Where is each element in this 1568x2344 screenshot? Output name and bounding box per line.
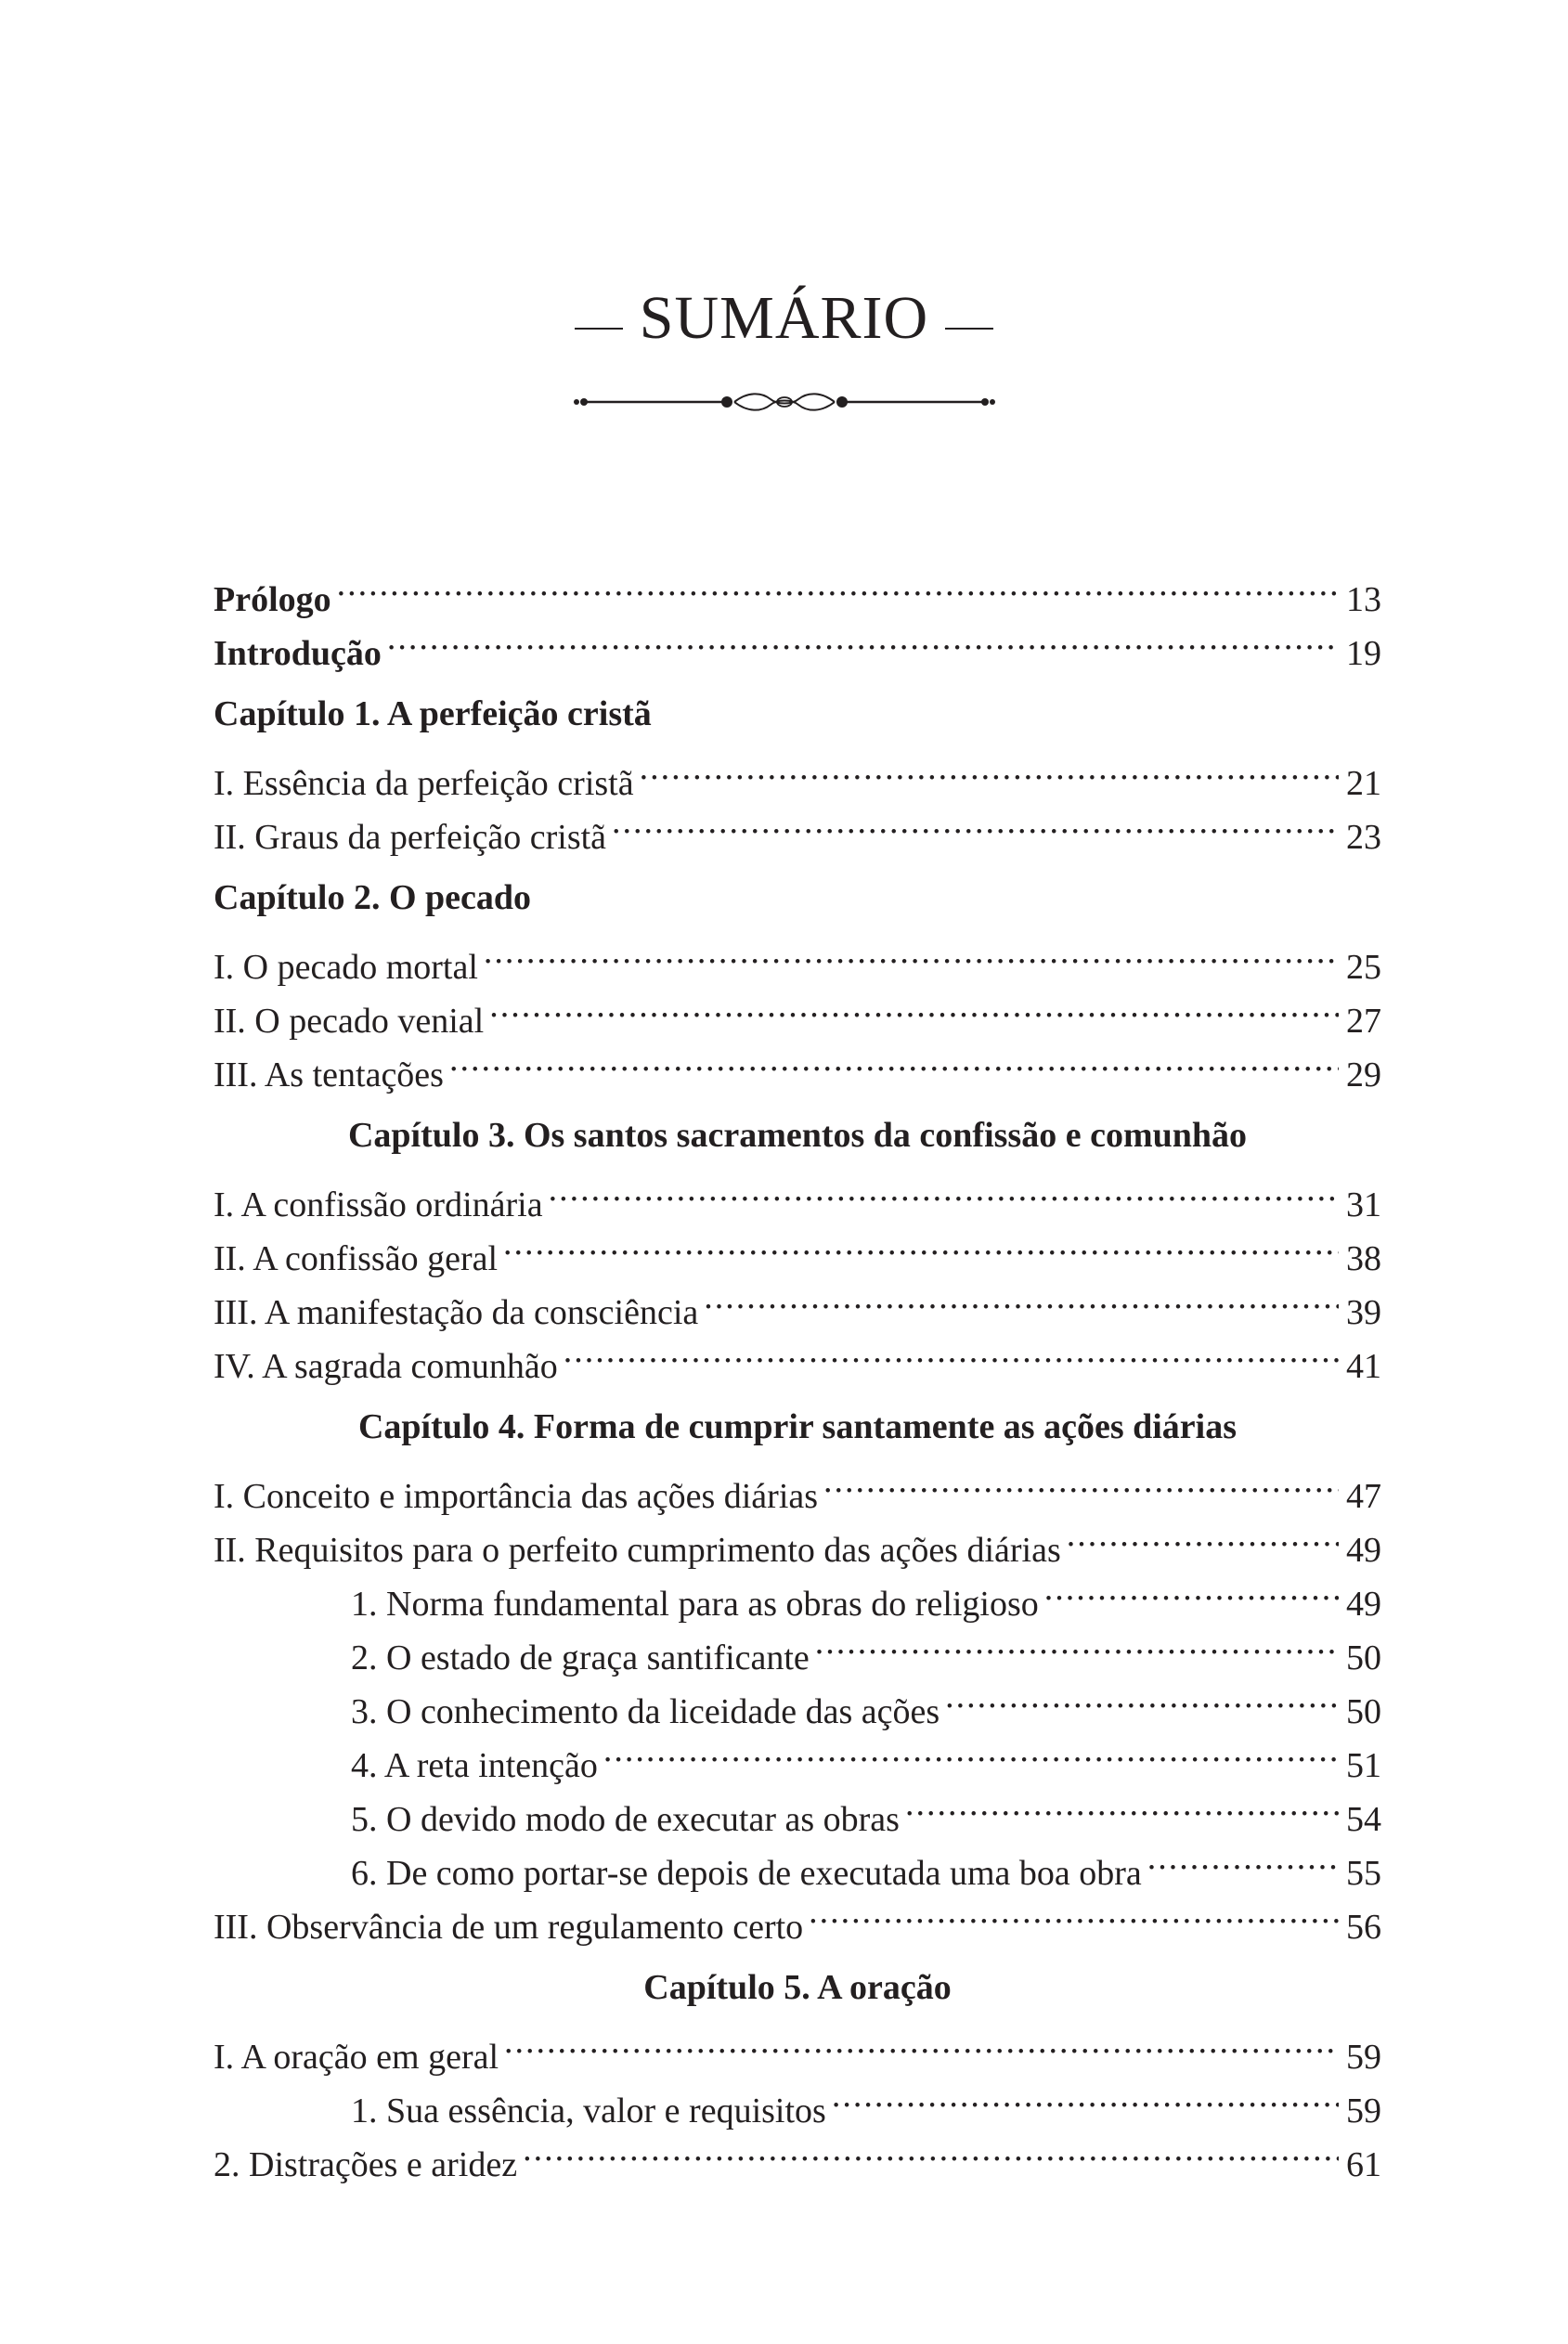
dot-leader bbox=[815, 1615, 1339, 1669]
toc-page-number: 19 bbox=[1346, 634, 1381, 673]
toc-page-number: 38 bbox=[1346, 1239, 1381, 1278]
toc-entry-label: Prólogo bbox=[214, 580, 331, 619]
dot-leader bbox=[945, 1669, 1339, 1723]
toc-entry-label: II. A confissão geral bbox=[214, 1239, 499, 1278]
toc-page-number: 55 bbox=[1346, 1854, 1381, 1893]
chapter-heading-3: Capítulo 3. Os santos sacramentos da confissão e comunhão bbox=[347, 1116, 1248, 1155]
toc-entry-label: 4. A reta intenção bbox=[351, 1746, 598, 1785]
dot-leader bbox=[523, 2122, 1339, 2176]
toc-page-number: 23 bbox=[1346, 818, 1381, 857]
toc-entry-label: III. As tentações bbox=[214, 1055, 444, 1094]
title-block bbox=[0, 284, 1568, 352]
toc-entry-label: 5. O devido modo de executar as obras bbox=[351, 1800, 900, 1839]
dot-leader bbox=[504, 2014, 1339, 2068]
chapter-heading-2: Capítulo 2. O pecado bbox=[214, 878, 532, 917]
toc-entry-label: I. Essência da perfeição cristã bbox=[214, 764, 634, 803]
toc-entry-label: I. A confissão ordinária bbox=[214, 1185, 543, 1224]
toc-page-number: 49 bbox=[1346, 1531, 1381, 1570]
toc-entry-label: IV. A sagrada comunhão bbox=[214, 1347, 558, 1386]
dot-leader bbox=[489, 978, 1339, 1032]
page-title: SUMÁRIO bbox=[639, 284, 929, 352]
toc-page-number: 41 bbox=[1346, 1347, 1381, 1386]
toc-page-number: 51 bbox=[1346, 1746, 1381, 1785]
toc-entry-label: III. Observância de um regulamento certo bbox=[214, 1908, 804, 1947]
toc-page-number: 13 bbox=[1346, 580, 1381, 619]
toc-entry[interactable] bbox=[214, 741, 1381, 803]
toc-entry-label: 2. Distrações e aridez bbox=[214, 2145, 518, 2184]
toc-entry-label: 6. De como portar-se depois de executada uma boa obra bbox=[351, 1854, 1142, 1893]
toc-page-number: 54 bbox=[1346, 1800, 1381, 1839]
toc-page-number: 29 bbox=[1346, 1055, 1381, 1094]
toc-page-number: 27 bbox=[1346, 1002, 1381, 1041]
title-dash-left bbox=[575, 328, 623, 330]
toc-page-number: 25 bbox=[1346, 948, 1381, 987]
toc-page-number: 59 bbox=[1346, 2038, 1381, 2077]
page-title-line bbox=[575, 284, 993, 352]
dot-leader bbox=[905, 1777, 1339, 1831]
toc-page-number: 31 bbox=[1346, 1185, 1381, 1224]
dot-leader bbox=[640, 741, 1339, 795]
dot-leader bbox=[823, 1454, 1339, 1508]
toc-page-number: 21 bbox=[1346, 764, 1381, 803]
flourish-ornament-icon bbox=[0, 388, 1568, 421]
toc-entry-prologo[interactable] bbox=[214, 557, 1381, 619]
dot-leader bbox=[549, 1162, 1339, 1216]
toc-entry[interactable] bbox=[214, 1454, 1381, 1516]
toc-entry-label: 1. Norma fundamental para as obras do religioso bbox=[351, 1585, 1039, 1624]
toc-page-number: 47 bbox=[1346, 1477, 1381, 1516]
dot-leader bbox=[564, 1324, 1339, 1378]
chapter-heading-1: Capítulo 1. A perfeição cristã bbox=[214, 694, 652, 733]
toc-entry-introducao[interactable] bbox=[214, 611, 1381, 673]
dot-leader bbox=[612, 795, 1339, 848]
dot-leader bbox=[832, 2068, 1339, 2122]
toc-entry-label: II. O pecado venial bbox=[214, 1002, 485, 1041]
title-dash-right bbox=[945, 328, 993, 330]
toc-entry-label: II. Graus da perfeição cristã bbox=[214, 818, 607, 857]
toc-page-number: 61 bbox=[1346, 2145, 1381, 2184]
dot-leader bbox=[503, 1216, 1339, 1270]
toc-entry-label: I. O pecado mortal bbox=[214, 948, 478, 987]
dot-leader bbox=[1044, 1561, 1339, 1615]
dot-leader bbox=[1147, 1831, 1339, 1884]
toc-entry-label: Introdução bbox=[214, 634, 382, 673]
table-of-contents bbox=[214, 557, 1381, 2184]
dot-leader bbox=[484, 925, 1339, 978]
toc-entry[interactable] bbox=[214, 925, 1381, 987]
toc-page-number: 50 bbox=[1346, 1692, 1381, 1731]
dot-leader bbox=[809, 1884, 1339, 1938]
chapter-heading-4: Capítulo 4. Forma de cumprir santamente as ações diárias bbox=[357, 1407, 1238, 1446]
toc-page-number: 39 bbox=[1346, 1293, 1381, 1332]
dot-leader bbox=[337, 557, 1339, 611]
toc-entry-label: 2. O estado de graça santificante bbox=[351, 1638, 810, 1677]
toc-entry-label: II. Requisitos para o perfeito cumprimento das ações diárias bbox=[214, 1531, 1061, 1570]
toc-entry-label: 1. Sua essência, valor e requisitos bbox=[351, 2091, 826, 2130]
toc-page-number: 59 bbox=[1346, 2091, 1381, 2130]
toc-page-number: 56 bbox=[1346, 1908, 1381, 1947]
toc-entry-label: I. Conceito e importância das ações diárias bbox=[214, 1477, 819, 1516]
dot-leader bbox=[1067, 1508, 1339, 1561]
toc-entry-label: 3. O conhecimento da liceidade das ações bbox=[351, 1692, 940, 1731]
chapter-heading-5: Capítulo 5. A oração bbox=[643, 1968, 952, 2007]
dot-leader bbox=[449, 1032, 1339, 1086]
dot-leader bbox=[704, 1270, 1339, 1324]
toc-page-number: 50 bbox=[1346, 1638, 1381, 1677]
dot-leader bbox=[603, 1723, 1339, 1777]
toc-page-number: 49 bbox=[1346, 1585, 1381, 1624]
toc-entry-label: I. A oração em geral bbox=[214, 2038, 499, 2077]
toc-entry-label: III. A manifestação da consciência bbox=[214, 1293, 699, 1332]
dot-leader bbox=[387, 611, 1339, 665]
toc-entry[interactable] bbox=[214, 2014, 1381, 2077]
toc-entry[interactable] bbox=[214, 1162, 1381, 1224]
